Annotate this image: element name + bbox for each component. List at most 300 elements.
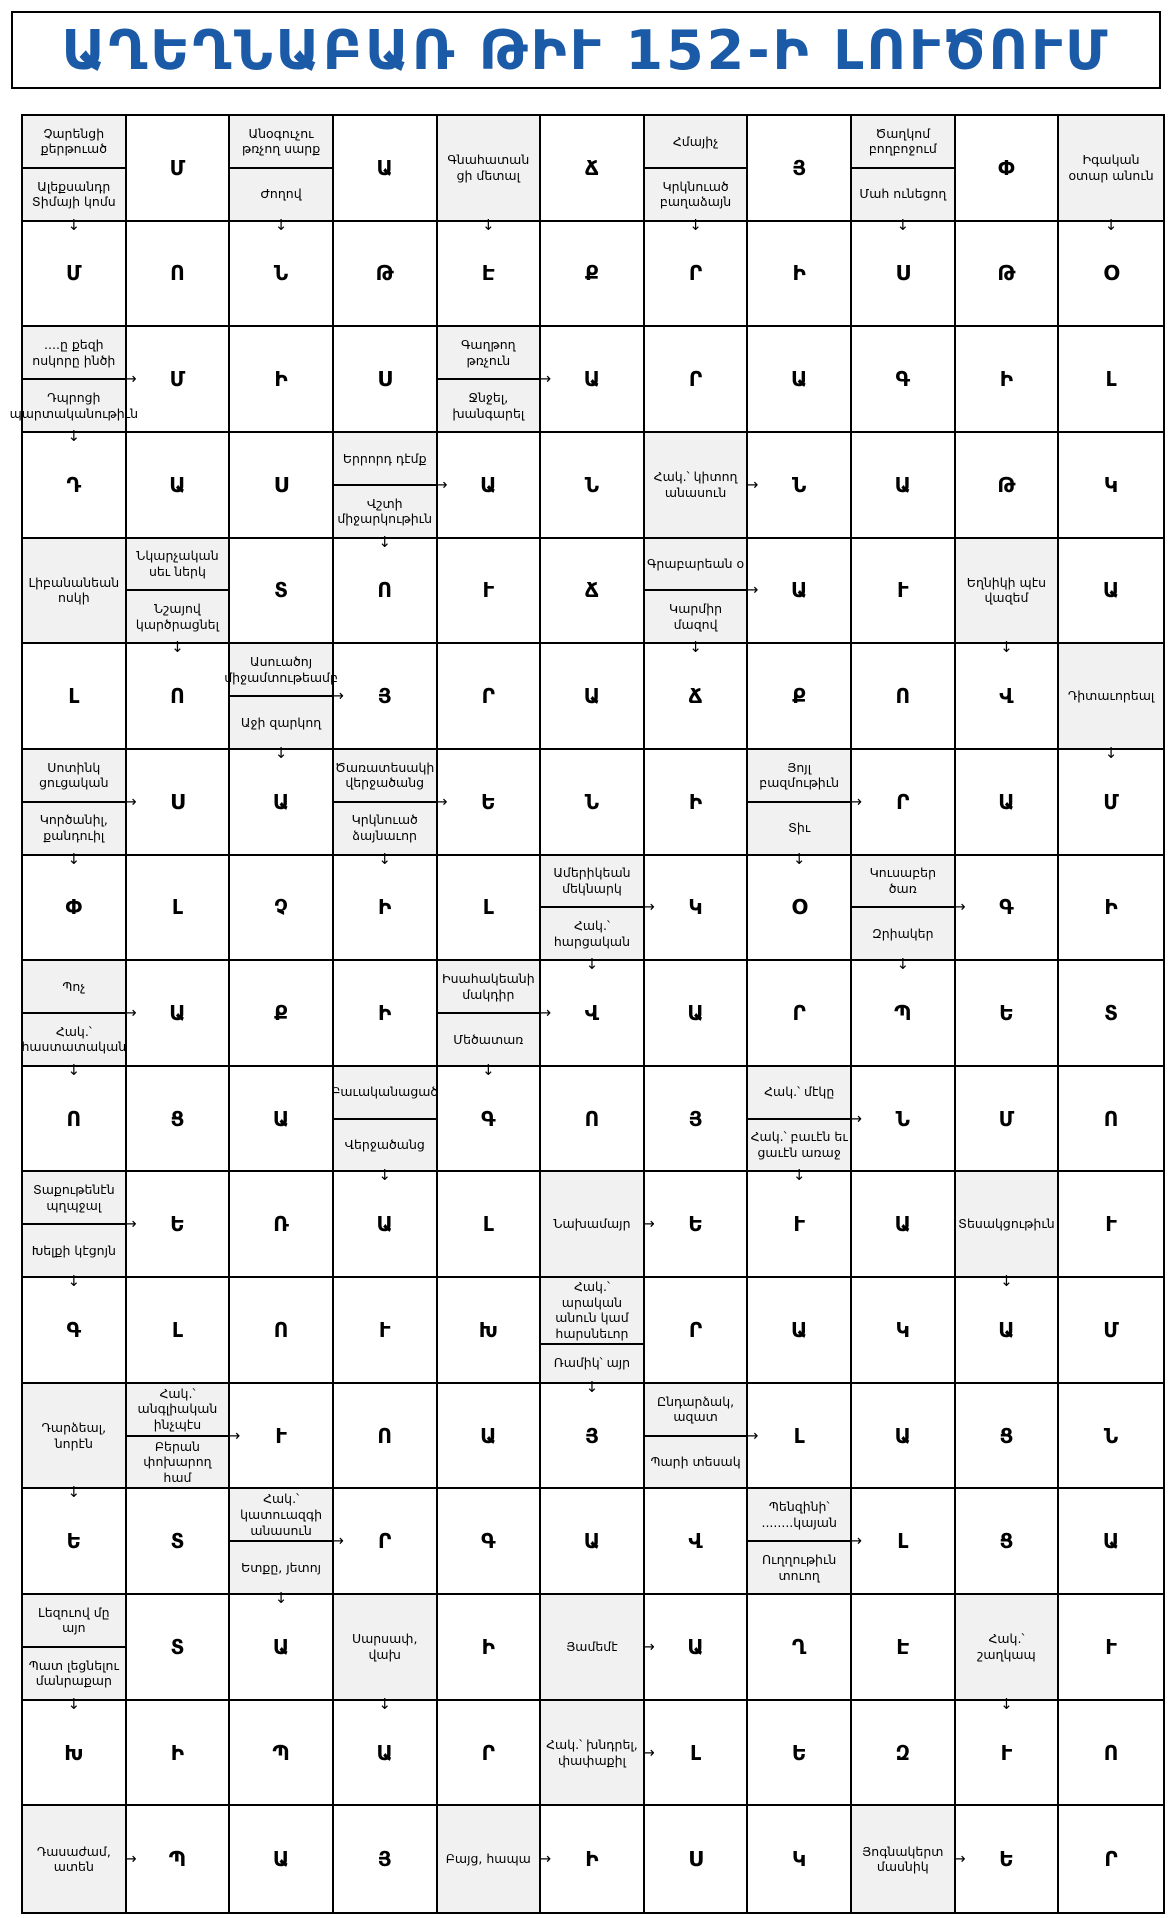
arrow-down-icon: ↓ (274, 743, 288, 762)
answer-cell[interactable]: Ա (748, 1278, 852, 1384)
arrow-right-icon: → (227, 1426, 241, 1445)
answer-cell[interactable]: Ա (334, 1701, 438, 1807)
clue-text: Գրաբարեան օ (646, 556, 745, 572)
answer-cell[interactable]: Ճ (541, 539, 645, 645)
arrow-down-icon: ↓ (482, 215, 495, 234)
answer-cell[interactable]: Ե (956, 961, 1060, 1067)
answer-cell[interactable]: Ղ (748, 1595, 852, 1701)
answer-cell[interactable]: Յ (334, 1806, 438, 1912)
clue-text: Պոչ (62, 978, 86, 994)
clue-text: Ուղղութիւն տուող (748, 1540, 850, 1593)
clue-cell (23, 1172, 137, 1291)
answer-cell[interactable]: Ն (748, 433, 852, 539)
clue-text: Ասուածոյ միջամտութեամբ (224, 654, 338, 685)
arrow-right-icon: → (642, 1214, 655, 1233)
grid-row (23, 1595, 1163, 1713)
clue-cell (230, 1489, 344, 1608)
clue-text: Հմայիչ (672, 133, 719, 149)
clue-text: Ծաղկոմ բողբոջում (868, 125, 937, 157)
clue-cell (541, 1701, 655, 1807)
answer-cell[interactable]: Պ (127, 1806, 231, 1912)
grid-row (23, 644, 1163, 762)
grid-row (23, 116, 1163, 234)
clue-cell (748, 1067, 862, 1185)
clue-text: Դպրոցի պարտականութիւն (23, 378, 125, 431)
clue-text: Տիւ (748, 801, 850, 854)
answer-cell[interactable]: Ա (230, 750, 334, 856)
arrow-down-icon: ↓ (67, 215, 81, 234)
clue-text: Խելքի կէցոյն (23, 1223, 125, 1276)
answer-cell[interactable]: Ա (1059, 1489, 1163, 1595)
arrow-down-icon: ↓ (792, 1166, 806, 1185)
arrow-down-icon: ↓ (689, 215, 702, 234)
clue-text: Երրորդ դէմք (342, 450, 427, 466)
grid-row (23, 1172, 1163, 1291)
arrow-right-icon: → (124, 792, 137, 811)
grid-row (23, 539, 1163, 657)
clue-text: Մահ ունեցող (852, 167, 954, 220)
arrow-down-icon: ↓ (378, 849, 391, 868)
answer-cell[interactable]: Ո (1059, 1067, 1163, 1173)
clue-cell (438, 327, 552, 433)
clue-text: Սոտինկ ցուցական (39, 759, 109, 791)
arrow-right-icon: → (124, 1214, 137, 1233)
grid-row (23, 433, 1163, 551)
clue-cell (956, 1595, 1060, 1713)
answer-cell[interactable]: Ք (541, 222, 645, 328)
answer-cell[interactable]: Ո (127, 222, 231, 328)
clue-cell (541, 1595, 655, 1701)
answer-cell[interactable]: Ր (645, 222, 749, 328)
answer-cell[interactable]: Տ (1059, 961, 1163, 1067)
answer-cell[interactable]: Ս (127, 750, 231, 856)
answer-cell[interactable]: Ա (438, 433, 542, 539)
clue-cell (645, 116, 749, 234)
clue-text: Բայց, հապա (445, 1851, 531, 1867)
answer-cell[interactable]: Լ (438, 1172, 542, 1278)
arrow-right-icon: → (745, 475, 759, 494)
answer-cell[interactable]: Գ (23, 1278, 127, 1384)
arrow-right-icon: → (124, 369, 137, 388)
clue-text: Դիտաւորեալ (1067, 688, 1155, 704)
arrow-right-icon: → (745, 580, 759, 599)
clue-text: Վերջածանց (334, 1118, 436, 1171)
answer-cell[interactable]: Տ (230, 539, 334, 645)
arrow-down-icon: ↓ (171, 638, 184, 657)
answer-cell[interactable]: Կ (1059, 433, 1163, 539)
answer-cell[interactable]: Մ (23, 222, 127, 328)
answer-cell[interactable]: Վ (541, 961, 645, 1067)
arrow-right-icon: → (124, 1003, 137, 1022)
arrow-right-icon: → (538, 1003, 552, 1022)
answer-cell[interactable]: Ր (438, 1701, 542, 1807)
answer-cell[interactable]: Է (438, 222, 542, 328)
answer-cell[interactable]: Ր (1104, 1847, 1118, 1872)
answer-cell[interactable]: Ա (956, 750, 1060, 856)
clue-text: Նախամայր (553, 1216, 631, 1232)
arrow-down-icon: ↓ (585, 955, 599, 974)
clue-cell (645, 433, 759, 539)
clue-text: Բաւականացած (331, 1084, 439, 1100)
clue-text: Նկարչական սեւ ներկ (136, 548, 219, 579)
clue-text: Ժողով (230, 167, 332, 220)
answer-cell[interactable]: Ա (645, 961, 749, 1067)
clue-cell (23, 1595, 127, 1713)
clue-text: Կրկնուած բաղաձայն (645, 167, 747, 220)
answer-cell[interactable]: Ս (852, 222, 956, 328)
arrow-down-icon: ↓ (1000, 1694, 1013, 1713)
answer-cell[interactable]: Ւ (1059, 1595, 1163, 1701)
arrow-right-icon: → (745, 1426, 759, 1445)
answer-cell[interactable]: Ե (956, 1806, 1060, 1912)
grid-row (23, 1384, 1163, 1502)
answer-cell[interactable]: Ց (956, 1489, 1060, 1595)
answer-cell[interactable]: Ւ (438, 539, 542, 645)
answer-cell[interactable]: Տ (127, 1595, 231, 1701)
arrow-down-icon: ↓ (585, 1377, 599, 1396)
clue-cell (1059, 116, 1163, 234)
answer-cell[interactable]: Ճ (541, 116, 645, 222)
answer-cell[interactable]: Լ (127, 1278, 231, 1384)
answer-cell[interactable]: Յ (541, 1384, 645, 1490)
answer-cell[interactable]: Պ (852, 961, 956, 1067)
answer-cell[interactable]: Ի (956, 327, 1060, 433)
answer-cell[interactable]: Խ (23, 1701, 127, 1807)
answer-cell[interactable]: Մ (1059, 750, 1163, 856)
clue-cell (334, 433, 448, 551)
clue-text: Վշտի միջարկութիւն (334, 484, 436, 537)
answer-cell[interactable]: Ր (334, 1489, 438, 1595)
answer-cell[interactable]: Կ (748, 1806, 852, 1912)
clue-cell (541, 1278, 645, 1396)
arrow-right-icon: → (331, 1531, 344, 1550)
grid-row (23, 1067, 1163, 1185)
answer-cell[interactable]: Ա (230, 1067, 334, 1173)
clue-text: Ռամիկ՝ այր (541, 1343, 643, 1382)
answer-cell[interactable]: Ա (541, 327, 645, 433)
answer-cell[interactable]: Լ (127, 856, 231, 962)
answer-cell[interactable]: Ւ (230, 1384, 334, 1490)
arrow-down-icon: ↓ (378, 1166, 391, 1185)
arrow-down-icon: ↓ (896, 955, 910, 974)
answer-cell[interactable]: Լ (23, 644, 127, 750)
arrow-down-icon: ↓ (67, 426, 81, 445)
answer-cell[interactable]: Խ (438, 1278, 542, 1384)
answer-cell[interactable]: Ց (127, 1067, 231, 1173)
clue-text: Մեծատառ (438, 1012, 540, 1065)
answer-cell[interactable]: Ի (438, 1595, 542, 1701)
clue-cell (21, 961, 137, 1079)
answer-cell[interactable]: Ս (334, 327, 438, 433)
answer-cell[interactable]: Վ (645, 1489, 749, 1595)
clue-text: Ծառատեսակի վերջածանց (335, 759, 435, 791)
answer-cell[interactable]: Ա (541, 1489, 645, 1595)
clue-text: Աջի զարկող (230, 695, 332, 748)
answer-cell[interactable]: Ե (127, 1172, 231, 1278)
arrow-down-icon: ↓ (67, 849, 81, 868)
answer-cell[interactable]: Ա (852, 433, 956, 539)
answer-cell[interactable]: Ր (438, 644, 542, 750)
answer-cell[interactable]: Ո (852, 644, 956, 750)
arrow-right-icon: → (642, 1637, 655, 1656)
answer-cell[interactable]: Փ (23, 856, 127, 962)
answer-cell[interactable]: Ո (230, 1278, 334, 1384)
clue-cell (438, 961, 552, 1079)
answer-cell[interactable]: Ա (1059, 539, 1163, 645)
answer-cell[interactable]: Ր (852, 750, 956, 856)
grid-row (23, 1489, 1163, 1608)
answer-cell[interactable]: Ր (748, 961, 852, 1067)
answer-cell[interactable]: Գ (438, 1067, 542, 1173)
clue-cell (541, 856, 655, 974)
answer-cell[interactable]: Գ (438, 1489, 542, 1595)
answer-cell[interactable]: Ա (645, 1595, 749, 1701)
clue-text: Պարի տեսակ (645, 1435, 747, 1488)
clue-text: Հակ.՝ շաղկապ (977, 1631, 1036, 1662)
answer-cell[interactable]: Յ (645, 1067, 749, 1173)
answer-cell[interactable]: Ւ (334, 1278, 438, 1384)
clue-text: Պատ լեցնելու մանրաքար (23, 1646, 125, 1699)
answer-cell[interactable]: Ա (438, 1384, 542, 1490)
arrow-right-icon: → (434, 792, 448, 811)
clue-cell (852, 1806, 966, 1912)
answer-cell[interactable]: Ե (23, 1489, 127, 1595)
clue-text: Տեսակցութիւն (958, 1216, 1055, 1232)
clue-text: Սարսափ, վախ (351, 1631, 418, 1662)
clue-text: Լիբանանեան ոսկի (28, 574, 120, 606)
answer-cell[interactable]: Թ (334, 222, 438, 328)
answer-cell[interactable]: Կ (852, 1278, 956, 1384)
clue-text: Պենզինի՝ ........կայան (761, 1499, 837, 1530)
answer-cell[interactable]: Ի (334, 961, 438, 1067)
clue-cell (334, 1595, 438, 1713)
answer-cell[interactable]: Տ (127, 1489, 231, 1595)
clue-text: Հակ.՝ մէկը (764, 1084, 835, 1100)
clue-text: Հակ.՝ խնդրել, փափաքիլ (546, 1736, 638, 1768)
answer-cell[interactable]: Ք (748, 644, 852, 750)
clue-text: Դասաժամ, ատեն (36, 1843, 111, 1875)
answer-cell[interactable]: Ի (541, 1806, 645, 1912)
answer-cell[interactable]: Գ (852, 327, 956, 433)
arrow-down-icon: ↓ (792, 849, 806, 868)
grid-row (23, 222, 1163, 328)
clue-cell (23, 539, 127, 645)
answer-cell[interactable]: Յ (334, 644, 438, 750)
answer-cell[interactable]: Ւ (748, 1172, 852, 1278)
answer-cell[interactable]: Վ (956, 644, 1060, 750)
answer-cell[interactable]: Ա (334, 1172, 438, 1278)
answer-cell[interactable]: Ա (956, 1278, 1060, 1384)
answer-cell[interactable]: Ա (334, 116, 438, 222)
answer-cell[interactable]: Ե (748, 1701, 852, 1807)
answer-cell[interactable]: Ե (438, 750, 542, 856)
clue-text: ....ը քեզի ոսկորը ինծի (32, 337, 116, 368)
clue-text: Հակ.՝ կիտող անասուն (653, 469, 738, 500)
clue-text: Յոյլ բազմութիւն (759, 759, 840, 791)
arrow-right-icon: → (434, 475, 448, 494)
arrow-down-icon: ↓ (378, 1694, 391, 1713)
answer-cell[interactable]: Ի (334, 856, 438, 962)
clue-text: Ընդարձակ, ազատ (656, 1393, 735, 1425)
answer-cell[interactable]: Մ (127, 116, 231, 222)
clue-text: Կործանիլ, քանդուիլ (23, 801, 125, 854)
arrow-right-icon: → (538, 369, 552, 388)
clue-cell (9, 327, 139, 445)
arrow-down-icon: ↓ (67, 1060, 81, 1079)
arrow-right-icon: → (953, 897, 966, 916)
answer-cell[interactable]: Է (852, 1595, 956, 1701)
clue-cell (23, 1806, 137, 1912)
answer-cell[interactable]: Ռ (230, 1172, 334, 1278)
answer-cell[interactable]: Ո (127, 644, 231, 750)
answer-cell[interactable]: Ւ (956, 1701, 1060, 1807)
clue-text: Իգական օտար անուն (1068, 152, 1154, 183)
answer-cell[interactable]: Ո (541, 1067, 645, 1173)
clue-cell (541, 1172, 655, 1278)
answer-cell[interactable]: Գ (956, 856, 1060, 962)
arrow-down-icon: ↓ (67, 1272, 81, 1291)
answer-cell[interactable]: Լ (438, 856, 542, 962)
clue-cell (127, 1384, 241, 1490)
arrow-down-icon: ↓ (1000, 1272, 1013, 1291)
answer-cell[interactable]: Ի (748, 222, 852, 328)
clue-text: Նշայով կարծրացնել (127, 589, 229, 642)
grid-row (23, 856, 1163, 974)
clue-cell (23, 1384, 127, 1502)
answer-cell[interactable]: Ո (1059, 1701, 1163, 1807)
clue-text: Ալեքսանդր Տիմայի կոմս (23, 167, 125, 220)
answer-cell[interactable]: Օ (1059, 222, 1163, 328)
answer-cell[interactable]: Օ (748, 856, 852, 962)
clue-text: Յամեմէ (566, 1639, 618, 1655)
answer-cell[interactable]: Ա (127, 961, 231, 1067)
answer-cell[interactable]: Փ (956, 116, 1060, 222)
clue-cell (645, 1384, 759, 1490)
arrow-right-icon: → (642, 897, 655, 916)
answer-cell[interactable]: Մ (127, 327, 231, 433)
arrow-right-icon: → (538, 1849, 552, 1868)
clue-text: Հակ.՝ անգլիական ինչպէս (137, 1385, 218, 1432)
answer-cell[interactable]: Ւ (852, 539, 956, 645)
grid-row (9, 327, 1163, 445)
clue-text: Բերան փոխարող համ (127, 1435, 229, 1488)
grid-row (23, 1806, 1163, 1912)
answer-cell[interactable]: Ա (852, 1172, 956, 1278)
clue-cell (224, 644, 344, 762)
answer-cell[interactable]: Ք (230, 961, 334, 1067)
answer-cell[interactable]: Թ (956, 222, 1060, 328)
clue-cell (748, 1489, 862, 1595)
answer-cell[interactable]: Չ (230, 856, 334, 962)
arrow-right-icon: → (124, 1849, 137, 1868)
clue-text: Կուսաբեր ծառ (869, 865, 936, 896)
answer-cell[interactable]: Լ (1059, 327, 1163, 433)
crossword-grid (9, 114, 1165, 1914)
answer-cell[interactable]: Ո (334, 539, 438, 645)
arrow-right-icon: → (953, 1849, 966, 1868)
answer-cell[interactable]: Լ (645, 1701, 749, 1807)
clue-text: Գաղթող թռչուն (461, 337, 516, 368)
clue-text: Անօգուչու թռչող սարք (241, 125, 321, 157)
answer-cell[interactable]: Ն (1059, 1384, 1163, 1490)
answer-cell[interactable]: Մ (1059, 1278, 1163, 1384)
answer-cell[interactable]: Ա (541, 644, 645, 750)
answer-cell[interactable]: Լ (852, 1489, 956, 1595)
arrow-right-icon: → (642, 1743, 655, 1762)
clue-cell (748, 750, 862, 868)
answer-cell[interactable]: Կ (645, 856, 749, 962)
answer-cell[interactable]: Ա (748, 539, 852, 645)
answer-cell[interactable]: Ն (541, 433, 645, 539)
answer-cell[interactable]: Ի (645, 750, 749, 856)
answer-cell[interactable]: Ց (956, 1384, 1060, 1490)
grid-row (21, 961, 1163, 1079)
answer-cell[interactable]: Ա (127, 433, 231, 539)
answer-cell[interactable]: Մ (956, 1067, 1060, 1173)
answer-cell[interactable]: Ա (230, 1806, 334, 1912)
answer-cell[interactable]: Ի (230, 327, 334, 433)
arrow-down-icon: ↓ (378, 532, 391, 551)
arrow-down-icon: ↓ (482, 1060, 495, 1079)
arrow-right-icon: → (331, 686, 344, 705)
puzzle-title: ԱՂԵՂՆԱԲԱՌ ԹԻՒ 152-Ի ԼՈՒԾՈՒՄ (61, 18, 1111, 82)
arrow-down-icon: ↓ (689, 638, 702, 657)
arrow-right-icon: → (849, 1531, 862, 1550)
answer-cell[interactable]: Ն (230, 222, 334, 328)
answer-cell[interactable]: Ն (852, 1067, 956, 1173)
clue-text: Հակ.՝ արական անուն կամ հարսնեւոր (555, 1279, 629, 1341)
clue-text: Չարենցի քերթուած (40, 125, 107, 157)
clue-text: Տաքութենէն պղպջալ (32, 1182, 115, 1213)
clue-cell (956, 1172, 1060, 1291)
answer-cell[interactable]: Ճ (645, 644, 749, 750)
answer-cell[interactable]: Յ (748, 116, 852, 222)
arrow-down-icon: ↓ (274, 1589, 288, 1608)
answer-cell[interactable]: Ս (645, 1806, 749, 1912)
answer-cell[interactable]: Ա (230, 1595, 334, 1701)
arrow-down-icon: ↓ (67, 1694, 81, 1713)
answer-cell[interactable]: Ր (645, 327, 749, 433)
answer-cell[interactable]: Ի (127, 1701, 231, 1807)
clue-cell (645, 539, 759, 657)
answer-cell[interactable]: Դ (23, 433, 127, 539)
clue-cell (956, 539, 1060, 657)
clue-text: Կարմիր մազով (645, 589, 747, 642)
answer-cell[interactable]: Ո (334, 1384, 438, 1490)
grid-row (23, 1278, 1163, 1396)
answer-cell[interactable]: Պ (230, 1701, 334, 1807)
grid-row (23, 750, 1163, 868)
clue-cell (331, 1067, 439, 1185)
arrow-down-icon: ↓ (1104, 215, 1118, 234)
answer-cell[interactable]: Ա (852, 1384, 956, 1490)
answer-cell[interactable]: Ս (230, 433, 334, 539)
clue-text: Կրկնուած ձայնաւոր (334, 801, 436, 854)
answer-cell[interactable]: Ի (1059, 856, 1163, 962)
clue-text: Հակ.՝ կատուազգի անասուն (240, 1491, 322, 1538)
arrow-right-icon: → (849, 1109, 862, 1128)
answer-cell[interactable]: Ե (645, 1172, 749, 1278)
answer-cell[interactable]: Ա (748, 327, 852, 433)
answer-cell[interactable]: Ո (23, 1067, 127, 1173)
answer-cell[interactable]: Թ (956, 433, 1060, 539)
answer-cell[interactable]: Ն (541, 750, 645, 856)
answer-cell[interactable]: Զ (852, 1701, 956, 1807)
answer-cell[interactable]: Ւ (1059, 1172, 1163, 1278)
grid-row (23, 1701, 1163, 1807)
answer-cell[interactable]: Լ (748, 1384, 852, 1490)
answer-cell[interactable]: Ր (645, 1278, 749, 1384)
